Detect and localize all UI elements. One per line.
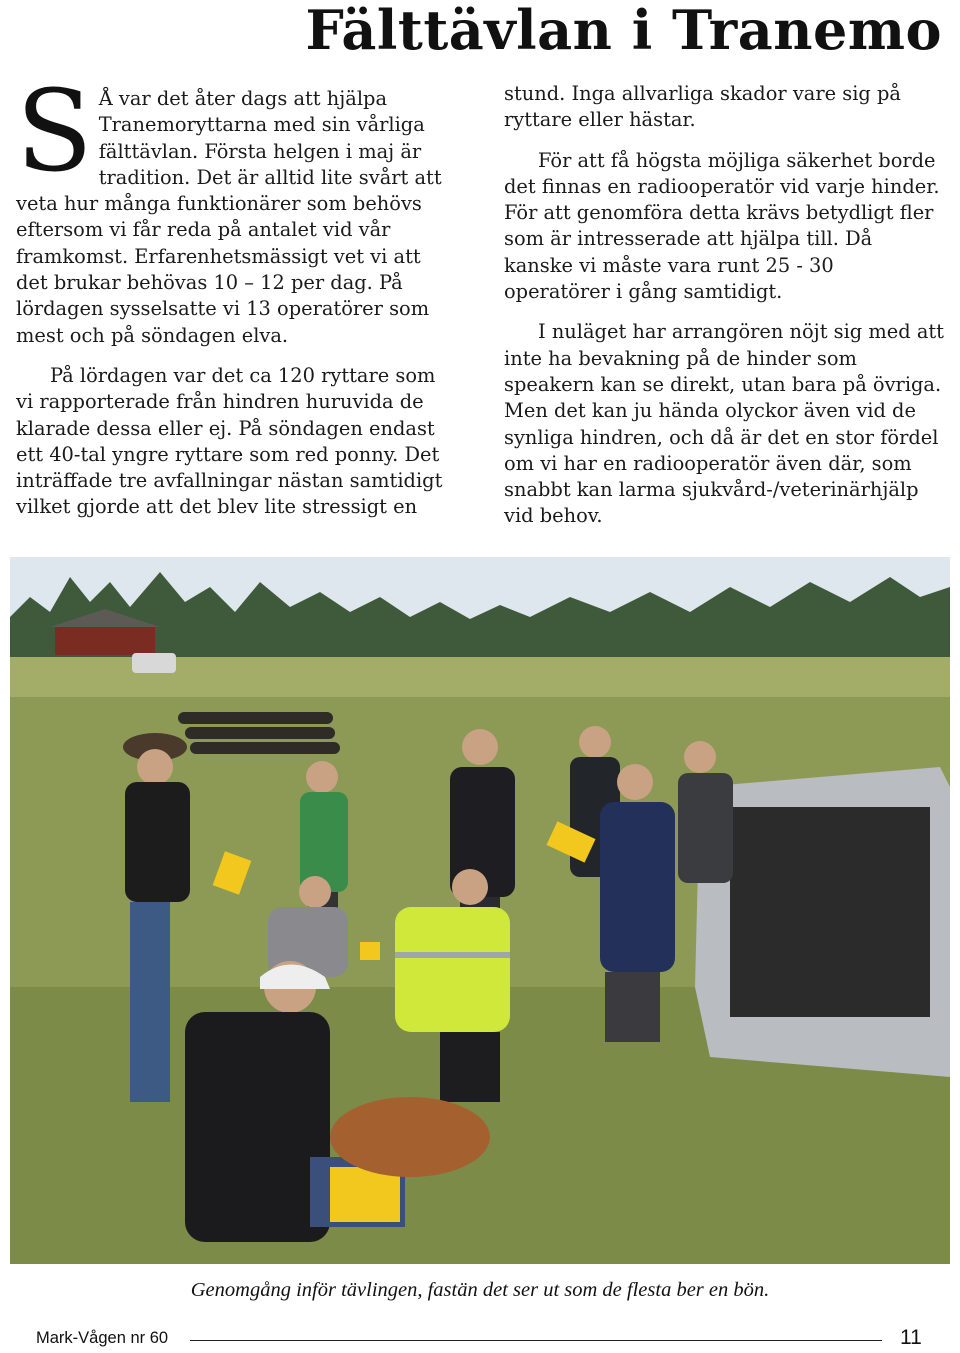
paragraph: stund. Inga allvarliga skador vare sig på ryttare eller hästar. xyxy=(504,82,901,132)
paragraph: På lördagen var det ca 120 ryttare som vi rapporterade från hindren huruvida de klarade dessa eller ej. På söndagen endast ett 40-tal yngre ryttare som red ponny. Det inträffade tre avfallningar nästan samtidigt vilket gjorde att det blev lite stressigt en xyxy=(16,363,443,519)
photo-illustration xyxy=(10,557,950,1264)
article-title: Fälttävlan i Tranemo xyxy=(305,0,942,62)
drop-cap: S xyxy=(16,67,93,197)
page-number: 11 xyxy=(900,1326,922,1349)
paragraph: För att få högsta möjliga säkerhet borde det finnas en radiooperatör vid varje hinder. För att genomföra detta krävs betydligt fler som är intresserade att hjälpa till. Då kanske vi måste vara runt 25 - 30 operatörer i gång samtidigt. xyxy=(504,148,940,304)
paragraph xyxy=(16,67,456,349)
photo-caption: Genomgång inför tävlingen, fastän det ser ut som de flesta ber en bön. xyxy=(190,1279,770,1301)
footer-divider xyxy=(190,1340,882,1341)
paragraph-text: Å var det åter dags att hjälpa Tranemoryttarna med sin vårliga fälttävlan. Första helgen i maj är tradition. Det är alltid lite svårt att veta hur många funktionärer som behövs eftersom vi får reda på antalet vid vår framkomst. Erfarenhetsmässigt vet vi att det brukar behövas 10 – 12 per dag. På lördagen sysselsatte vi 13 operatörer som mest och på söndagen elva. xyxy=(16,87,442,347)
paragraph: I nuläget har arrangören nöjt sig med att inte ha bevakning på de hinder som speakern kan se direkt, utan bara på övriga. Men det kan ju hända olyckor även vid de synliga hindren, och då är det en stor fördel om vi har en radiooperatör även där, som snabbt kan larma sjukvård-/veterinärhjälp vid behov. xyxy=(504,320,944,528)
magazine-name: Mark-Vågen nr 60 xyxy=(36,1329,169,1347)
left-column xyxy=(16,67,456,521)
right-column xyxy=(504,81,944,530)
article-photo xyxy=(10,557,950,1264)
